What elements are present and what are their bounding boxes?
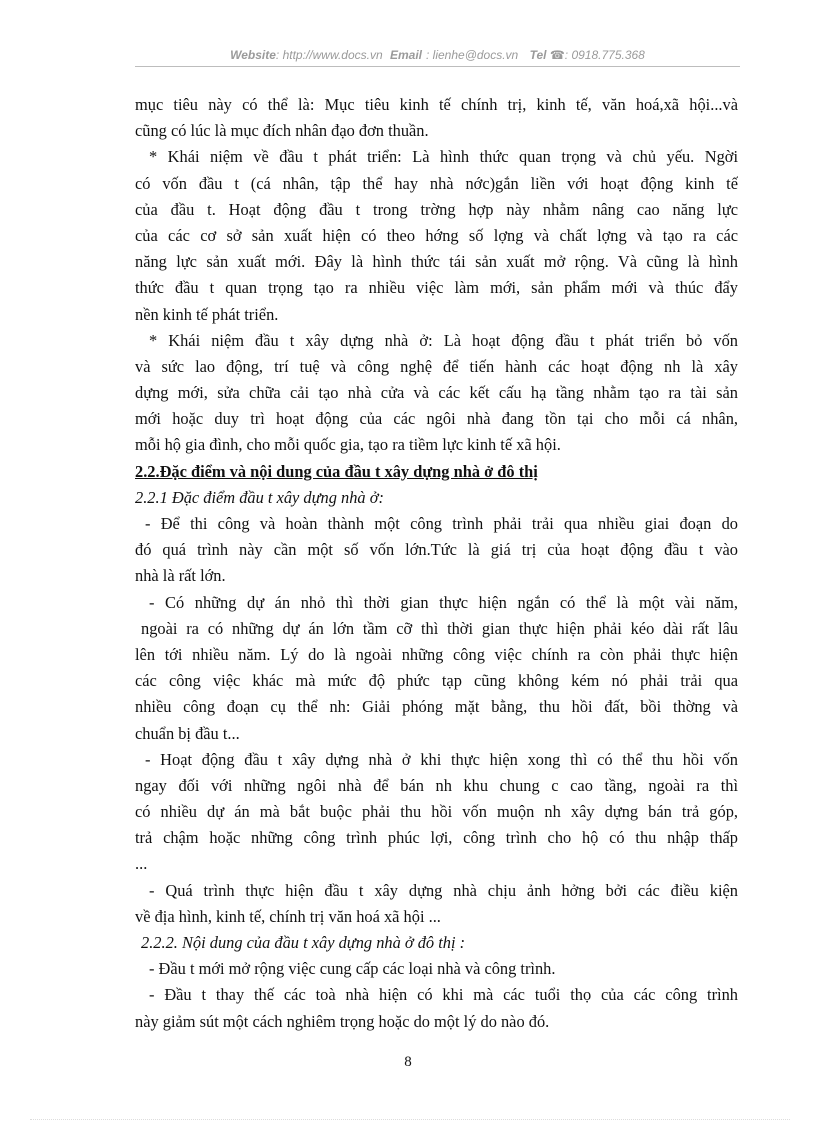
body-line: về địa hình, kinh tế, chính trị văn hoá xã hội ... — [135, 906, 441, 926]
document-body — [135, 92, 738, 1035]
website-value: : http://www.docs.vn — [275, 48, 383, 62]
body-line: - Để thi công và hoàn thành một công trình phải trải qua nhiều giai đoạn do — [145, 514, 738, 533]
page-bottom-border — [30, 1119, 790, 1120]
body-line: các công việc khác mà mức độ phức tạp cũng không kém nó phải trải qua — [135, 671, 738, 691]
body-line: ngoài ra có những dự án lớn tầm cỡ thì thời gian thực hiện phải kéo dài rất lâu — [141, 618, 738, 638]
body-line: của đầu t. Hoạt động đầu t trong trờng hợp này nhằm nâng cao năng lực — [135, 199, 738, 219]
body-line: nhà là rất lớn. — [135, 566, 226, 586]
body-line: dựng mới, sửa chữa cải tạo nhà cửa và các kết cấu hạ tầng nhằm tạo ra tài sản — [135, 383, 738, 403]
body-line: * Khái niệm đầu t xây dựng nhà ở: Là hoạt động đầu t phát triển bỏ vốn — [149, 330, 738, 350]
tel-value: : 0918.775.368 — [564, 48, 645, 62]
body-line: của các cơ sở sản xuất hiện có theo hớng số lợng và chất lợng và tạo ra các — [135, 225, 738, 245]
body-line: mục tiêu này có thể là: Mục tiêu kinh tế chính trị, kinh tế, văn hoá,xã hội...và — [135, 95, 738, 114]
body-line: lên tới nhiều năm. Lý do là ngoài những công việc chính ra còn phải thực hiện — [135, 644, 738, 664]
body-line: - Đầu t mới mở rộng việc cung cấp các loại nhà và công trình. — [149, 959, 556, 979]
body-line: cũng có lúc là mục đích nhân đạo đơn thuần. — [135, 121, 429, 141]
body-line: - Có những dự án nhỏ thì thời gian thực hiện ngắn có thể là một vài năm, — [149, 592, 738, 612]
body-line: chuẩn bị đầu t... — [135, 723, 240, 743]
body-line: năng lực sản xuất mới. Đây là hình thức tái sản xuất mở rộng. Và cũng là hình — [135, 252, 738, 272]
body-line: - Hoạt động đầu t xây dựng nhà ở khi thực hiện xong thì có thể thu hồi vốn — [145, 749, 738, 769]
website-label: Website — [230, 48, 276, 62]
subsection-heading: 2.2.1 Đặc điểm đầu t xây dựng nhà ở: — [135, 487, 384, 507]
section-heading: 2.2.Đặc điểm và nội dung của đầu t xây dựng nhà ở đô thị — [135, 461, 538, 481]
body-line: mới hoặc duy trì hoạt động của các ngôi nhà đang tồn tại cho mỗi cá nhân, — [135, 409, 738, 429]
body-line: - Quá trình thực hiện đầu t xây dựng nhà chịu ảnh hởng bởi các điều kiện — [149, 880, 738, 900]
body-line: và sức lao động, trí tuệ và công nghệ để tiến hành các hoạt động nh là xây — [135, 356, 738, 376]
body-line: nhiều công đoạn cụ thể nh: Giải phóng mặt bằng, thu hồi đất, bồi thờng và — [135, 697, 738, 717]
body-line: * Khái niệm về đầu t phát triển: Là hình thức quan trọng và chủ yếu. Ngời — [149, 147, 738, 167]
body-line: mỗi hộ gia đình, cho mỗi quốc gia, tạo ra tiềm lực kinh tế xã hội. — [135, 435, 561, 455]
body-line: trả chậm hoặc những công trình phúc lợi, công trình cho hộ có thu nhập thấp — [135, 828, 738, 848]
body-line: có vốn đầu t (cá nhân, tập thể hay nhà nớc)gắn liền với hoạt động kinh tế — [135, 173, 738, 193]
body-line: có nhiều dự án mà bắt buộc phải thu hồi vốn muộn nh xây dựng bán trả góp, — [135, 802, 738, 822]
email-label: Email — [389, 48, 422, 62]
page-header — [135, 48, 740, 62]
subsection-heading: 2.2.2. Nội dung của đầu t xây dựng nhà ở đô thị : — [141, 933, 466, 952]
body-line: nền kinh tế phát triển. — [135, 304, 279, 324]
body-line: đó quá trình này cần một số vốn lớn.Tức là giá trị của hoạt động đầu t vào — [135, 540, 738, 560]
phone-icon: ☎ — [549, 48, 565, 62]
body-line: này giảm sút một cách nghiêm trọng hoặc do một lý do nào đó. — [135, 1011, 550, 1031]
email-value: : lienhe@docs.vn — [426, 48, 519, 62]
page-number: 8 — [404, 1054, 412, 1070]
body-line: ngay đối với những ngôi nhà để bán nh khu chung c cao tầng, ngoài ra thì — [135, 775, 738, 795]
body-line: ... — [135, 854, 148, 874]
body-line: - Đầu t thay thế các toà nhà hiện có khi mà các tuổi thọ của các công trình — [149, 985, 738, 1005]
tel-label: Tel — [529, 48, 547, 62]
body-line: thức đầu t quan trọng tạo ra nhiều việc làm mới, sản phẩm mới và thúc đẩy — [135, 278, 738, 298]
header-divider — [135, 66, 740, 67]
